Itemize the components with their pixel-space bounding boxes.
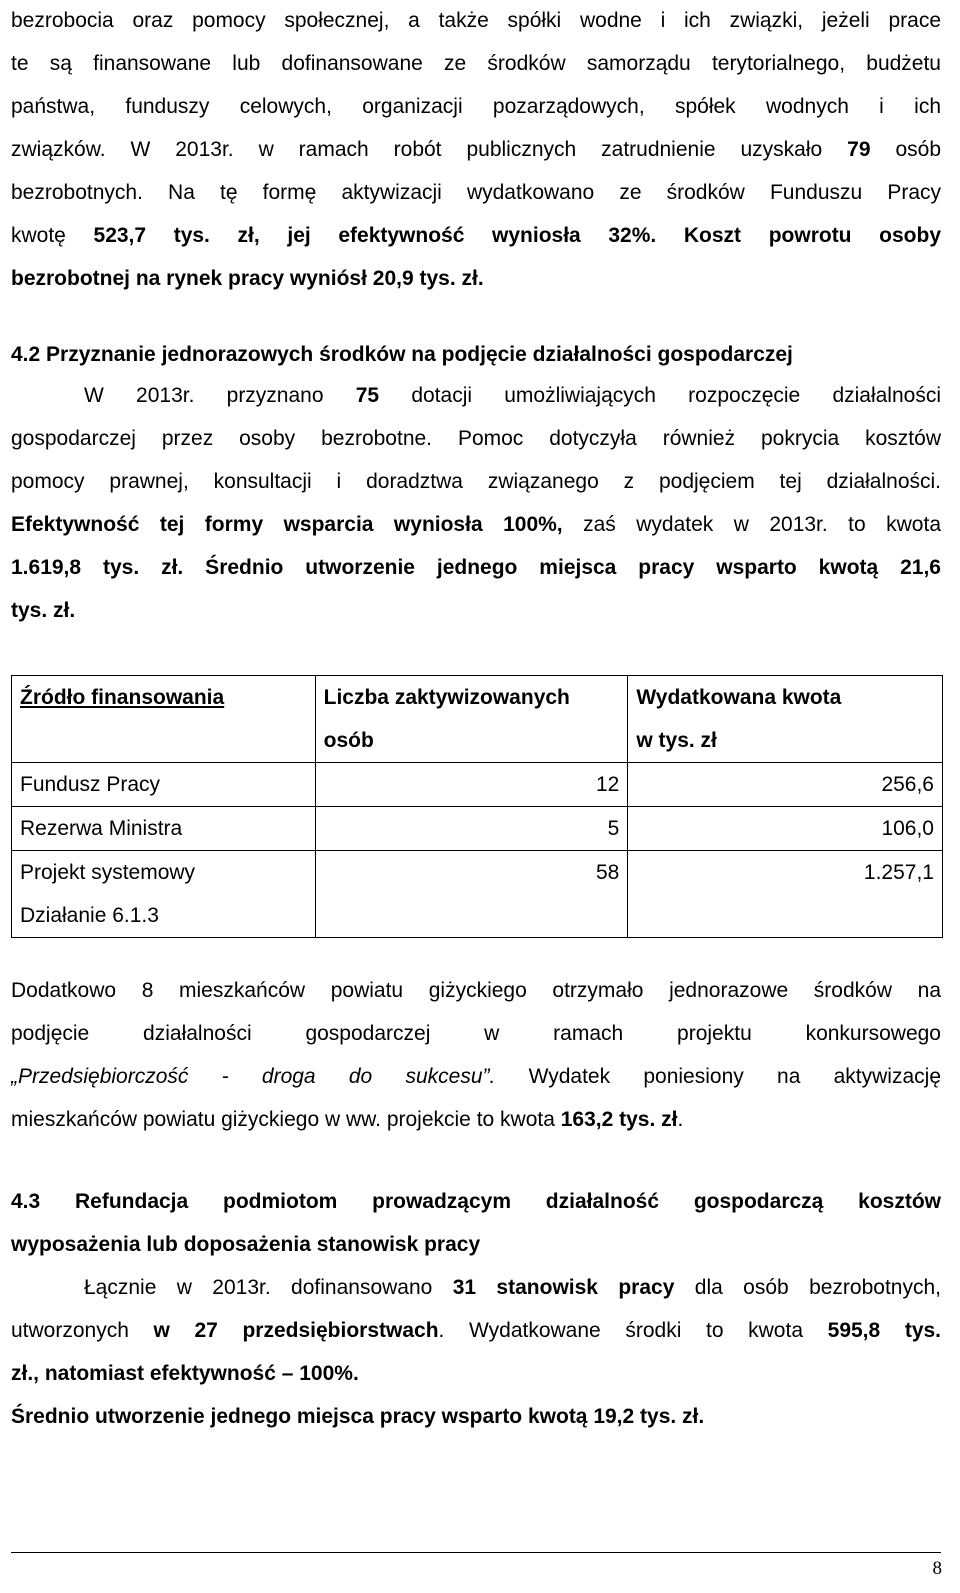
table-cell-source: Rezerwa Ministra [12,807,316,851]
financing-table [11,675,943,938]
text-line: Dodatkowo 8 mieszkańców powiatu giżyckiego otrzymało jednorazowe środków na [11,979,941,1002]
text-line: tys. zł. [11,599,76,622]
table-cell-count: 5 [315,807,628,851]
text-line: mieszkańców powiatu giżyckiego w ww. projekcie to kwota 163,2 tys. zł. [11,1108,684,1131]
bold-value: 79 [847,138,871,161]
paragraph-grants [11,374,941,632]
table-cell-amount: 1.257,1 [628,851,943,938]
table-cell-source: Fundusz Pracy [12,763,316,807]
table-cell-count: 58 [315,851,628,938]
table-cell-amount: 106,0 [628,807,943,851]
table-header-source: Źródło finansowania [12,676,316,763]
text-line: bezrobocia oraz pomocy społecznej, a także spółki wodne i ich związki, jeżeli prace [11,9,941,32]
text-line: W 2013r. przyznano 75 dotacji umożliwiających rozpoczęcie działalności [84,384,941,407]
paragraph-competition-project [11,969,941,1141]
table-cell-amount: 256,6 [628,763,943,807]
table-row [12,851,943,938]
table-row [12,763,943,807]
text-line: podjęcie działalności gospodarczej w ramach projektu konkursowego [11,1022,941,1045]
text-line: bezrobotnej na rynek pracy wyniósł 20,9 tys. zł. [11,267,484,290]
text-line: gospodarczej przez osoby bezrobotne. Pomoc dotyczyła również pokrycia kosztów [11,427,941,450]
text-line: państwa, funduszy celowych, organizacji pozarządowych, spółek wodnych i ich [11,95,941,118]
table-cell-count: 12 [315,763,628,807]
text-line: związków. W 2013r. w ramach robót publicznych zatrudnienie uzyskało 79 osób [11,138,941,161]
text-line: 1.619,8 tys. zł. Średnio utworzenie jednego miejsca pracy wsparto kwotą 21,6 [11,556,941,579]
table-header-count: Liczba zaktywizowanych osób [315,676,628,763]
text-line: „Przedsiębiorczość - droga do sukcesu”. Wydatek poniesiony na aktywizację [11,1065,941,1088]
text-line: Efektywność tej formy wsparcia wyniosła 100%, zaś wydatek w 2013r. to kwota [11,513,941,536]
page-number: 8 [932,1558,942,1579]
text-line: Średnio utworzenie jednego miejsca pracy wsparto kwotą 19,2 tys. zł. [11,1405,705,1428]
paragraph-public-works [11,0,941,300]
bold-value: 523,7 tys. zł, jej efektywność wyniosła 32%. Koszt powrotu osoby [93,224,941,247]
section-4-3 [11,1180,941,1438]
section-heading-4-3: 4.3 Refundacja podmiotom prowadzącym działalność gospodarczą kosztów [11,1190,941,1213]
footer-divider [11,1552,941,1553]
section-heading-4-2: 4.2 Przyznanie jednorazowych środków na podjęcie działalności gospodarczej [11,343,793,366]
table-row [12,807,943,851]
text-line: utworzonych w 27 przedsiębiorstwach. Wydatkowane środki to kwota 595,8 tys. [11,1319,941,1342]
text-line: Łącznie w 2013r. dofinansowano 31 stanowisk pracy dla osób bezrobotnych, [84,1276,941,1299]
section-heading-4-3-cont: wyposażenia lub doposażenia stanowisk pracy [11,1233,481,1256]
text-line: kwotę 523,7 tys. zł, jej efektywność wyniosła 32%. Koszt powrotu osoby [11,224,941,247]
text-line: bezrobotnych. Na tę formę aktywizacji wydatkowano ze środków Funduszu Pracy [11,181,941,204]
table-cell-source: Projekt systemowy Działanie 6.1.3 [12,851,316,938]
text-line: pomocy prawnej, konsultacji i doradztwa związanego z podjęciem tej działalności. [11,470,941,493]
table-header-row [12,676,943,763]
text-line: zł., natomiast efektywność – 100%. [11,1362,359,1385]
text-line: te są finansowane lub dofinansowane ze środków samorządu terytorialnego, budżetu [11,52,941,75]
table-header-amount: Wydatkowana kwota w tys. zł [628,676,943,763]
